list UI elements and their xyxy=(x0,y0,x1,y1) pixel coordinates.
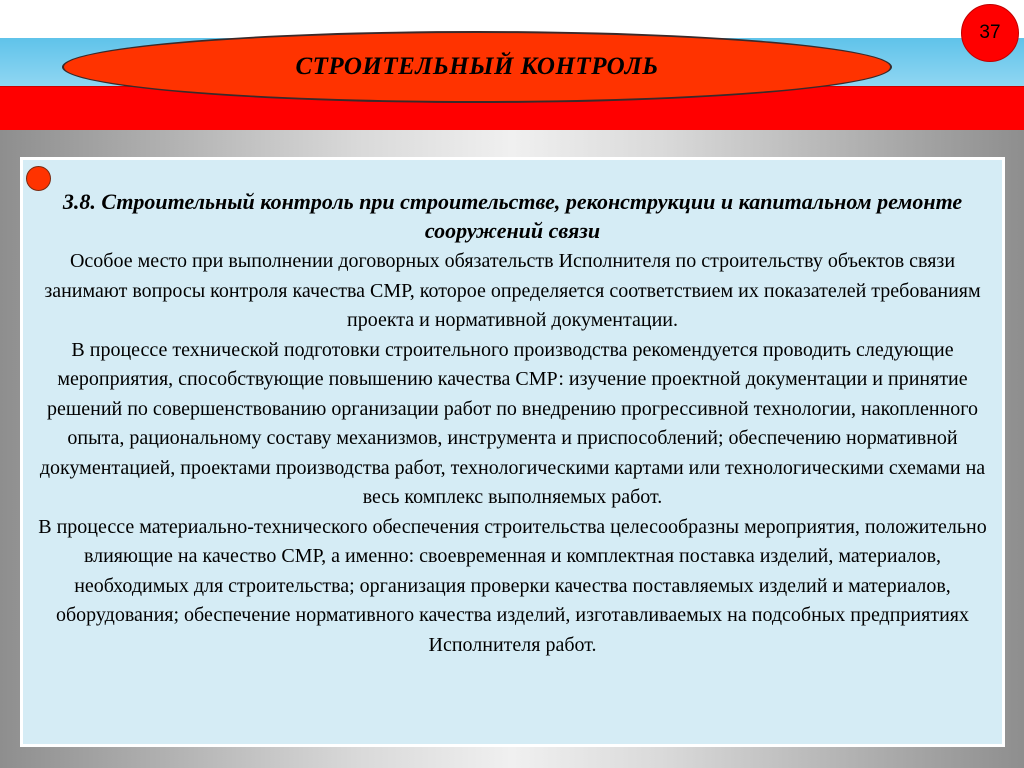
page-number-badge: 37 xyxy=(961,4,1019,62)
section-heading: 3.8. Строительный контроль при строительстве, реконструкции и капитальном ремонте сооружений связи xyxy=(62,189,963,243)
slide-title: СТРОИТЕЛЬНЫЙ КОНТРОЛЬ xyxy=(295,53,659,80)
title-ellipse xyxy=(62,31,892,103)
paragraph-1: Особое место при выполнении договорных обязательств Исполнителя по строительству объектов связи занимают вопросы контроля качества СМР, которое определяется соответствием их показателей требованиям проекта и нормативной документации. xyxy=(44,250,981,331)
paragraph-3: В процессе материально-технического обеспечения строительства целесообразны мероприятия, положительно влияющие на качество СМР, а именно: своевременная и комплектная поставка изделий, материалов, необходимых для строительства; организация проверки качества поставляемых изделий и материалов, оборудования; обеспечение нормативного качества изделий, изготавливаемых на подсобных предприятиях Исполнителя работ. xyxy=(38,515,987,656)
content-text xyxy=(24,187,1001,660)
paragraph-2: В процессе технической подготовки строительного производства рекомендуется проводить следующие мероприятия, способствующие повышению качества СМР: изучение проектной документации и принятие решений по совершенствованию организации работ по внедрению прогрессивной технологии, накопленного опыта, рациональному составу механизмов, инструмента и приспособлений; обеспечению нормативной документацией, проектами производства работ, технологическими картами или технологическими схемами на весь комплекс выполняемых работ. xyxy=(39,338,986,508)
